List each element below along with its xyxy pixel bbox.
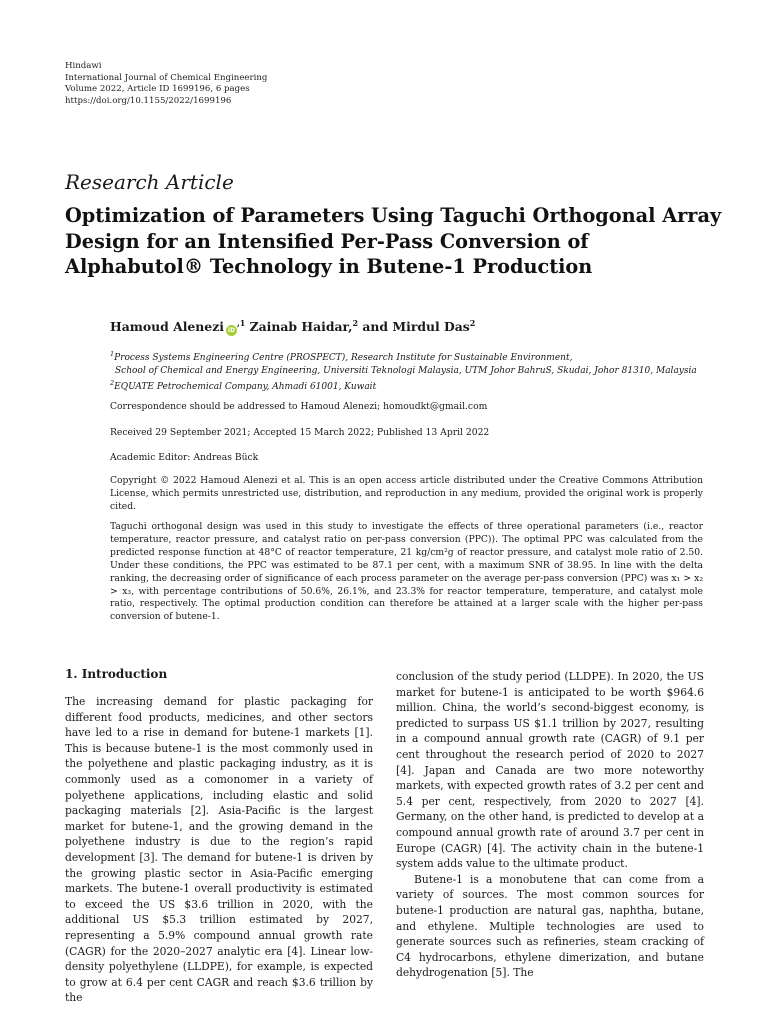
- author-1: Hamoud Alenezi: [110, 319, 224, 335]
- author-1-affil: ,1: [236, 318, 246, 328]
- author-3-affil: 2: [469, 318, 476, 328]
- academic-editor: Academic Editor: Andreas Bück: [110, 452, 259, 463]
- orcid-icon[interactable]: iD: [227, 327, 235, 335]
- intro-paragraph-3: Butene-1 is a monobutene that can come from a variety of sources. The most common sources for butene-1 production are natural gas, naphtha, butane, and ethylene. Multiple technologies are used to generate sources such as refineries, steam cracking of C4 hydrocarbons, ethylene dimerization, and butane dehydrogenation [5]. The: [396, 872, 704, 980]
- copyright-notice: Copyright © 2022 Hamoud Alenezi et al. This is an open access article distributed under the Creative Commons Attribution License, which permits unrestricted use, distribution, and reproduction in any medium, provided the original work is properly cited.: [110, 475, 703, 512]
- abstract: Taguchi orthogonal design was used in this study to investigate the effects of three operational parameters (i.e., reactor temperature, reactor pressure, and catalyst ratio on per-pass conversion (PPC)). The optimal PPC was calculated from the predicted response function at 48°C of reactor temperature, 21 kg/cm²g of reactor pressure, and catalyst mole ratio of 2.50. Under these conditions, the PPC was estimated to be 87.1 per cent, with a maximum SNR of 38.95. In line with the delta ranking, the decreasing order of significance of each process parameter on the average per-pass conversion (PPC) was x₁ > x₂ > x₃, with percentage contributions of 50.6%, 26.1%, and 23.3% for reactor temperature, temperature, and catalyst mole ratio, respectively. The optimal production condition can therefore be attained at a larger scale with the higher per-pass conversion of butene-1.: [110, 521, 703, 623]
- intro-paragraph-2: conclusion of the study period (LLDPE). In 2020, the US market for butene-1 is anticipated to be worth $964.6 million. China, the world’s second-biggest economy, is predicted to surpass US $1.1 trillion by 2027, resulting in a compound annual growth rate (CAGR) of 9.1 per cent throughout the research period of 2020 to 2027 [4]. Japan and Canada are two more noteworthy markets, with expected growth rates of 3.2 per cent and 5.4 per cent, respectively, from 2020 to 2027 [4]. Germany, on the other hand, is predicted to develop at a compound annual growth rate of around 3.7 per cent in Europe (CAGR) [4]. The activity chain in the butene-1 system adds value to the ultimate product.: [396, 670, 704, 871]
- intro-paragraph-1: The increasing demand for plastic packaging for different food products, medicines, and other sectors have led to a rise in demand for butene-1 markets [1]. This is because butene-1 is the most commonly used in the polyethene and plastic packaging industry, as it is commonly used as a comonomer in a variety of polyethene applications, including elastic and solid packaging materials [2]. Asia-Pacific is the largest market for butene-1, and the growing demand in the polyethene industry is due to the region’s rapid development [3]. The demand for butene-1 is driven by the growing plastic sector in Asia-Pacific emerging markets. The butene-1 overall productivity is estimated to exceed the US $3.6 trillion in 2020, with the additional US $5.3 trillion estimated by 2027, representing a 5.9% compound annual growth rate (CAGR) for the 2020–2027 analytic era [4]. Linear low-density polyethylene (LLDPE), for example, is expected to grow at 6.4 per cent CAGR and reach $3.6 trillion by the: [65, 695, 373, 1005]
- journal-header: [65, 61, 267, 107]
- affil-1-line2: School of Chemical and Energy Engineering, Universiti Teknologi Malaysia, UTM Johor BahruS, Skudai, Johor 81310, Malaysia: [115, 365, 697, 376]
- paper-title: Optimization of Parameters Using Taguchi Orthogonal Array Design for an Intensified Per-Pass Conversion of Alphabutol® Technology in Butene-1 Production: [65, 204, 722, 278]
- journal-volume: Volume 2022, Article ID 1699196, 6 pages: [65, 84, 250, 95]
- journal-name: International Journal of Chemical Engineering: [65, 72, 268, 83]
- doi-link[interactable]: https://doi.org/10.1155/2022/1699196: [65, 95, 232, 106]
- author-2-affil: 2: [352, 318, 359, 328]
- article-type: Research Article: [65, 170, 234, 194]
- affil-2-marker: 2: [110, 379, 115, 388]
- correspondence: Correspondence should be addressed to Hamoud Alenezi; homoudkt@gmail.com: [110, 401, 488, 412]
- author-2: Zainab Haidar,: [245, 319, 353, 335]
- author-3: and Mirdul Das: [358, 319, 470, 335]
- affiliations: [110, 348, 710, 394]
- affil-1-marker: 1: [110, 350, 115, 358]
- author-list: [110, 318, 475, 336]
- publisher-name: Hindawi: [65, 61, 102, 71]
- section-heading-introduction: 1. Introduction: [65, 667, 168, 681]
- affil-1-line1: Process Systems Engineering Centre (PROSPECT), Research Institute for Sustainable Environment,: [114, 353, 573, 363]
- publication-dates: Received 29 September 2021; Accepted 15 March 2022; Published 13 April 2022: [110, 427, 490, 438]
- affil-2: EQUATE Petrochemical Company, Ahmadi 61001, Kuwait: [114, 382, 377, 393]
- right-column: [396, 669, 704, 981]
- left-column: [65, 666, 373, 1006]
